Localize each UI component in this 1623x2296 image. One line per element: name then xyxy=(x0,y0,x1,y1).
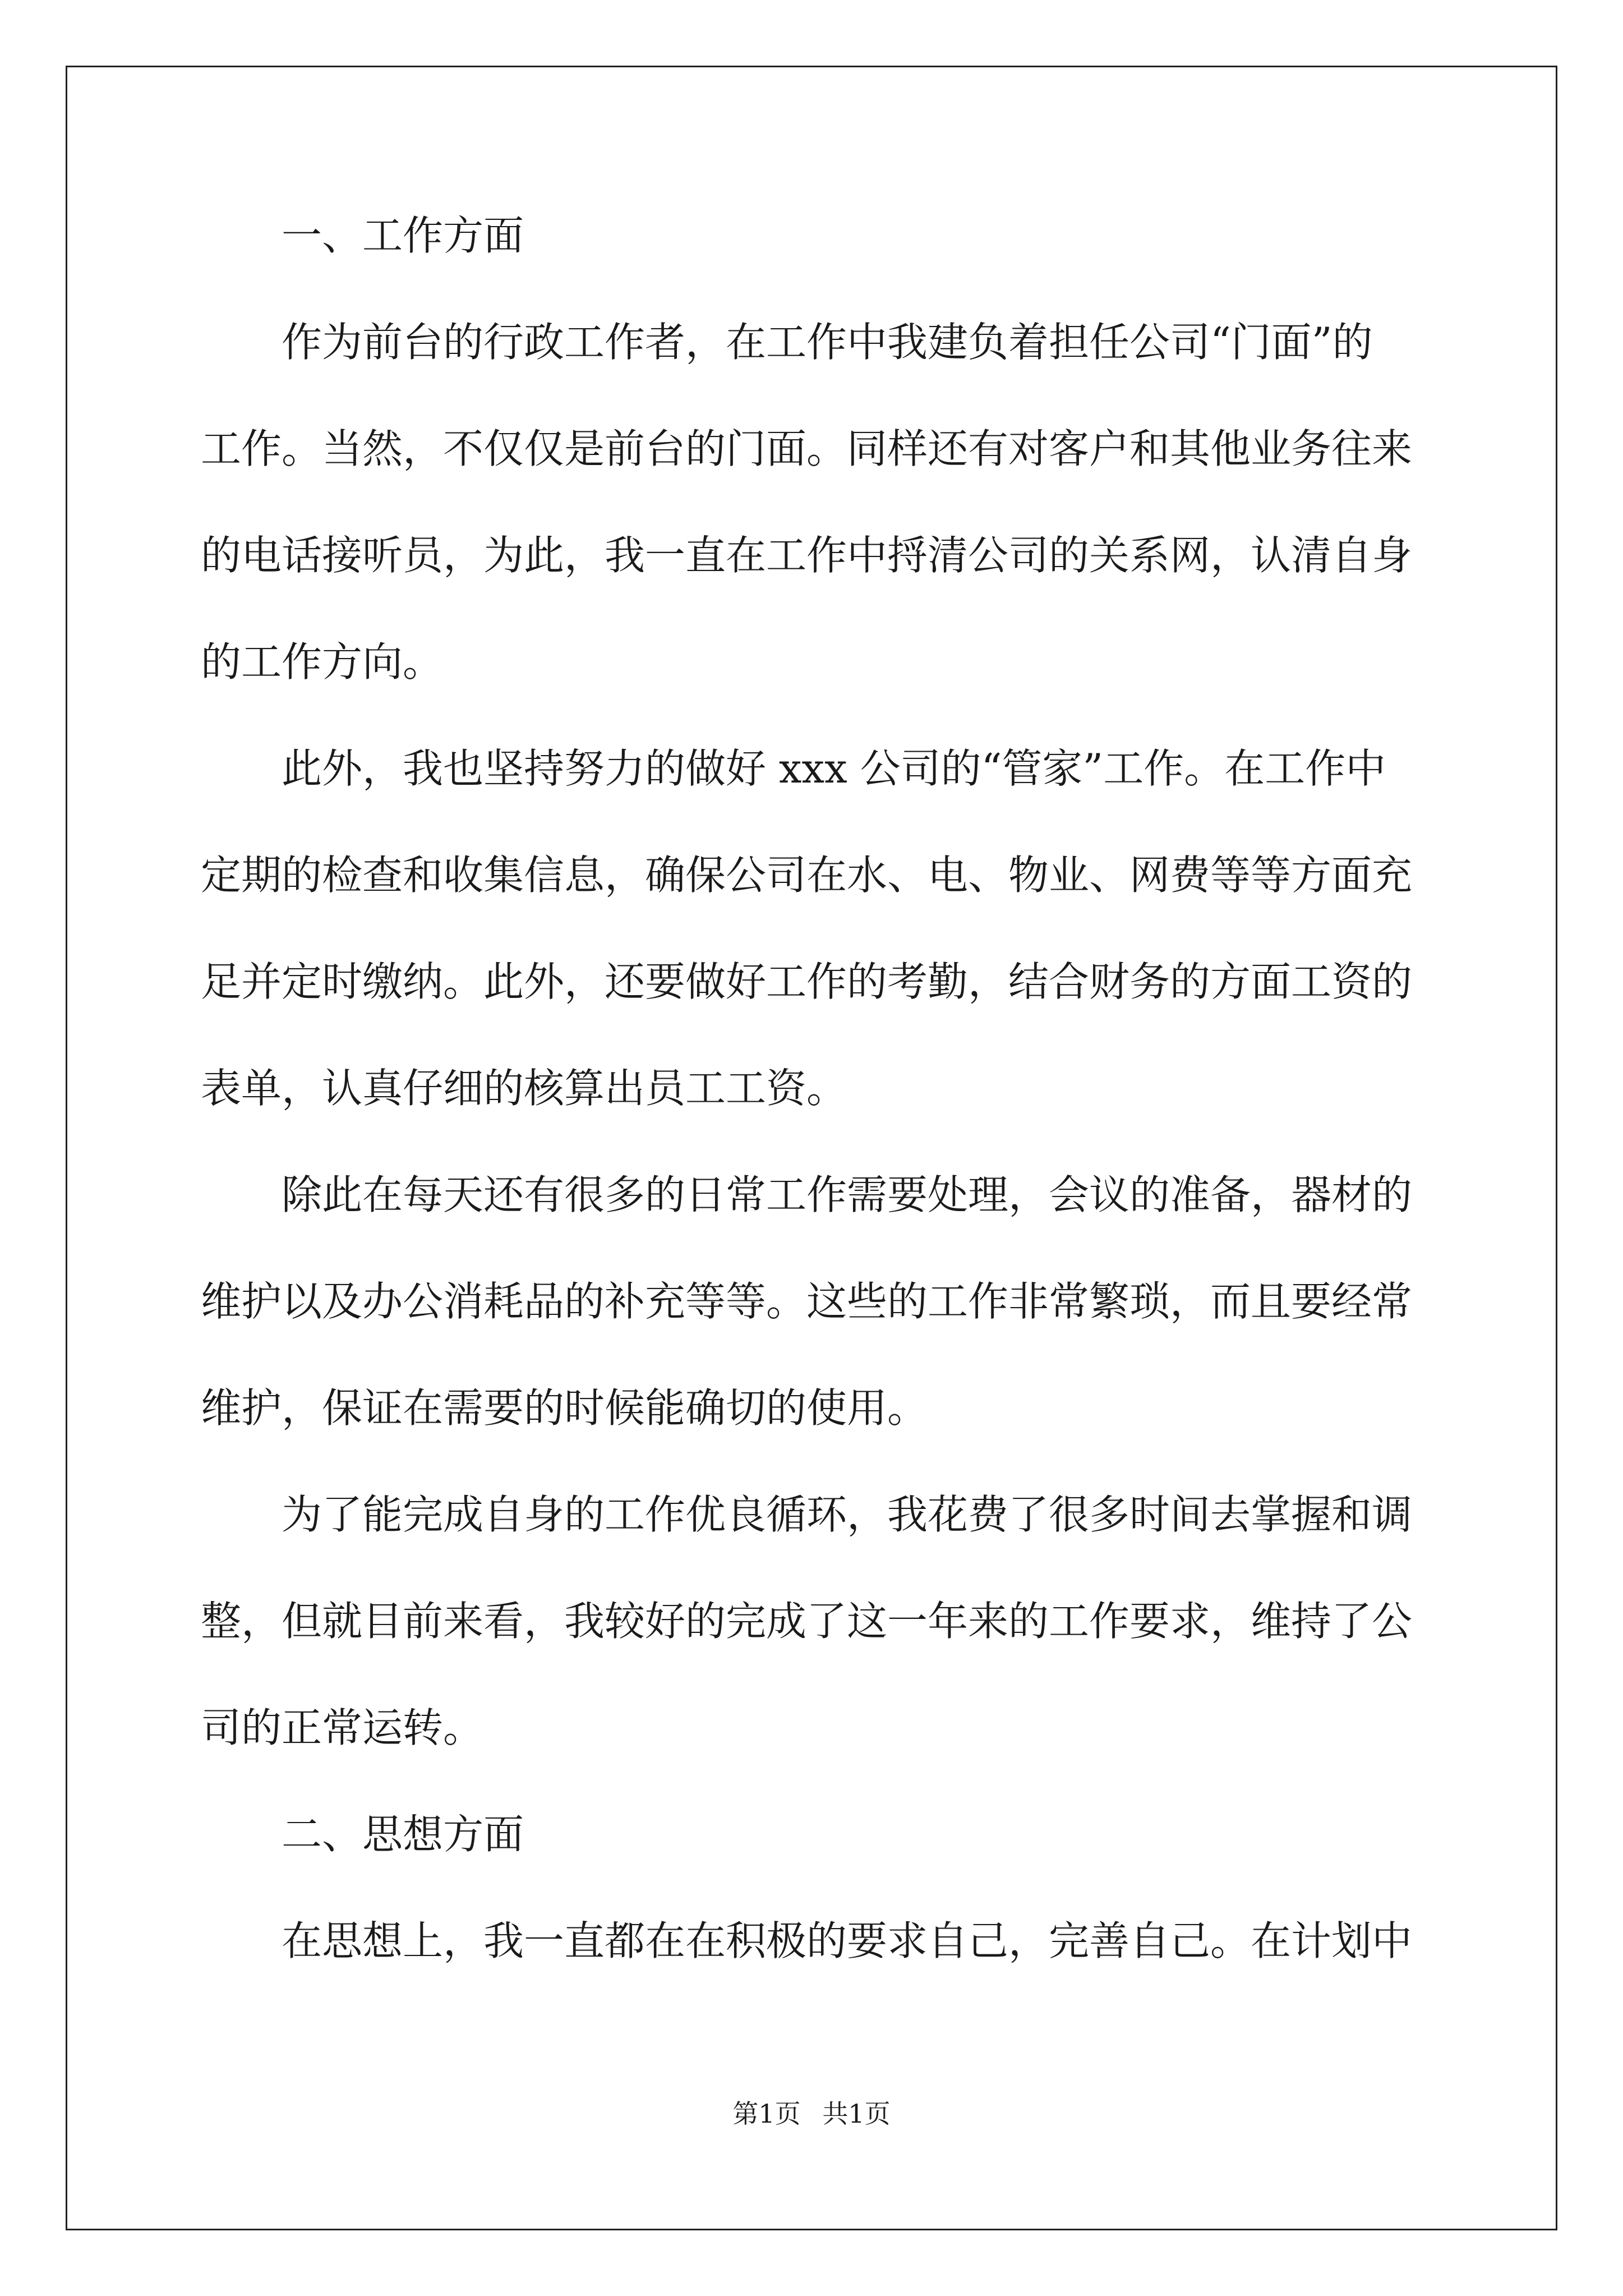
paragraph-line: 的工作方向。 xyxy=(201,638,444,685)
paragraph-line: 在思想上，我一直都在在积极的要求自己，完善自己。在计划中 xyxy=(201,1917,1413,1964)
page-footer xyxy=(0,2097,1623,2131)
paragraph-line: 司的正常运转。 xyxy=(201,1704,484,1751)
paragraph-line: 表单，认真仔细的核算出员工工资。 xyxy=(201,1065,847,1112)
paragraph-line: 整，但就目前来看，我较好的完成了这一年来的工作要求，维持了公 xyxy=(201,1598,1413,1645)
heading-work: 一、工作方面 xyxy=(201,212,524,259)
paragraph-line: 维护以及办公消耗品的补充等等。这些的工作非常繁琐，而且要经常 xyxy=(201,1278,1413,1325)
paragraph-line: 的电话接听员，为此，我一直在工作中捋清公司的关系网，认清自身 xyxy=(201,532,1413,579)
paragraph-line: 此外，我也坚持努力的做好 xxx 公司的“管家”工作。在工作中 xyxy=(201,745,1386,792)
paragraph-line: 除此在每天还有很多的日常工作需要处理，会议的准备，器材的 xyxy=(201,1171,1413,1218)
page-number: 第1页 xyxy=(732,2099,801,2129)
paragraph-line: 维护，保证在需要的时候能确切的使用。 xyxy=(201,1384,928,1432)
heading-thought: 二、思想方面 xyxy=(201,1811,524,1858)
paragraph-line: 足并定时缴纳。此外，还要做好工作的考勤，结合财务的方面工资的 xyxy=(201,958,1413,1005)
paragraph-line: 为了能完成自身的工作优良循环，我花费了很多时间去掌握和调 xyxy=(201,1491,1413,1538)
page-total: 共1页 xyxy=(822,2099,891,2129)
paragraph-line: 作为前台的行政工作者，在工作中我建负着担任公司“门面”的 xyxy=(201,319,1373,366)
paragraph-line: 工作。当然，不仅仅是前台的门面。同样还有对客户和其他业务往来 xyxy=(201,425,1413,472)
paragraph-line: 定期的检查和收集信息，确保公司在水、电、物业、网费等等方面充 xyxy=(201,852,1413,899)
page-border xyxy=(66,66,1557,2230)
